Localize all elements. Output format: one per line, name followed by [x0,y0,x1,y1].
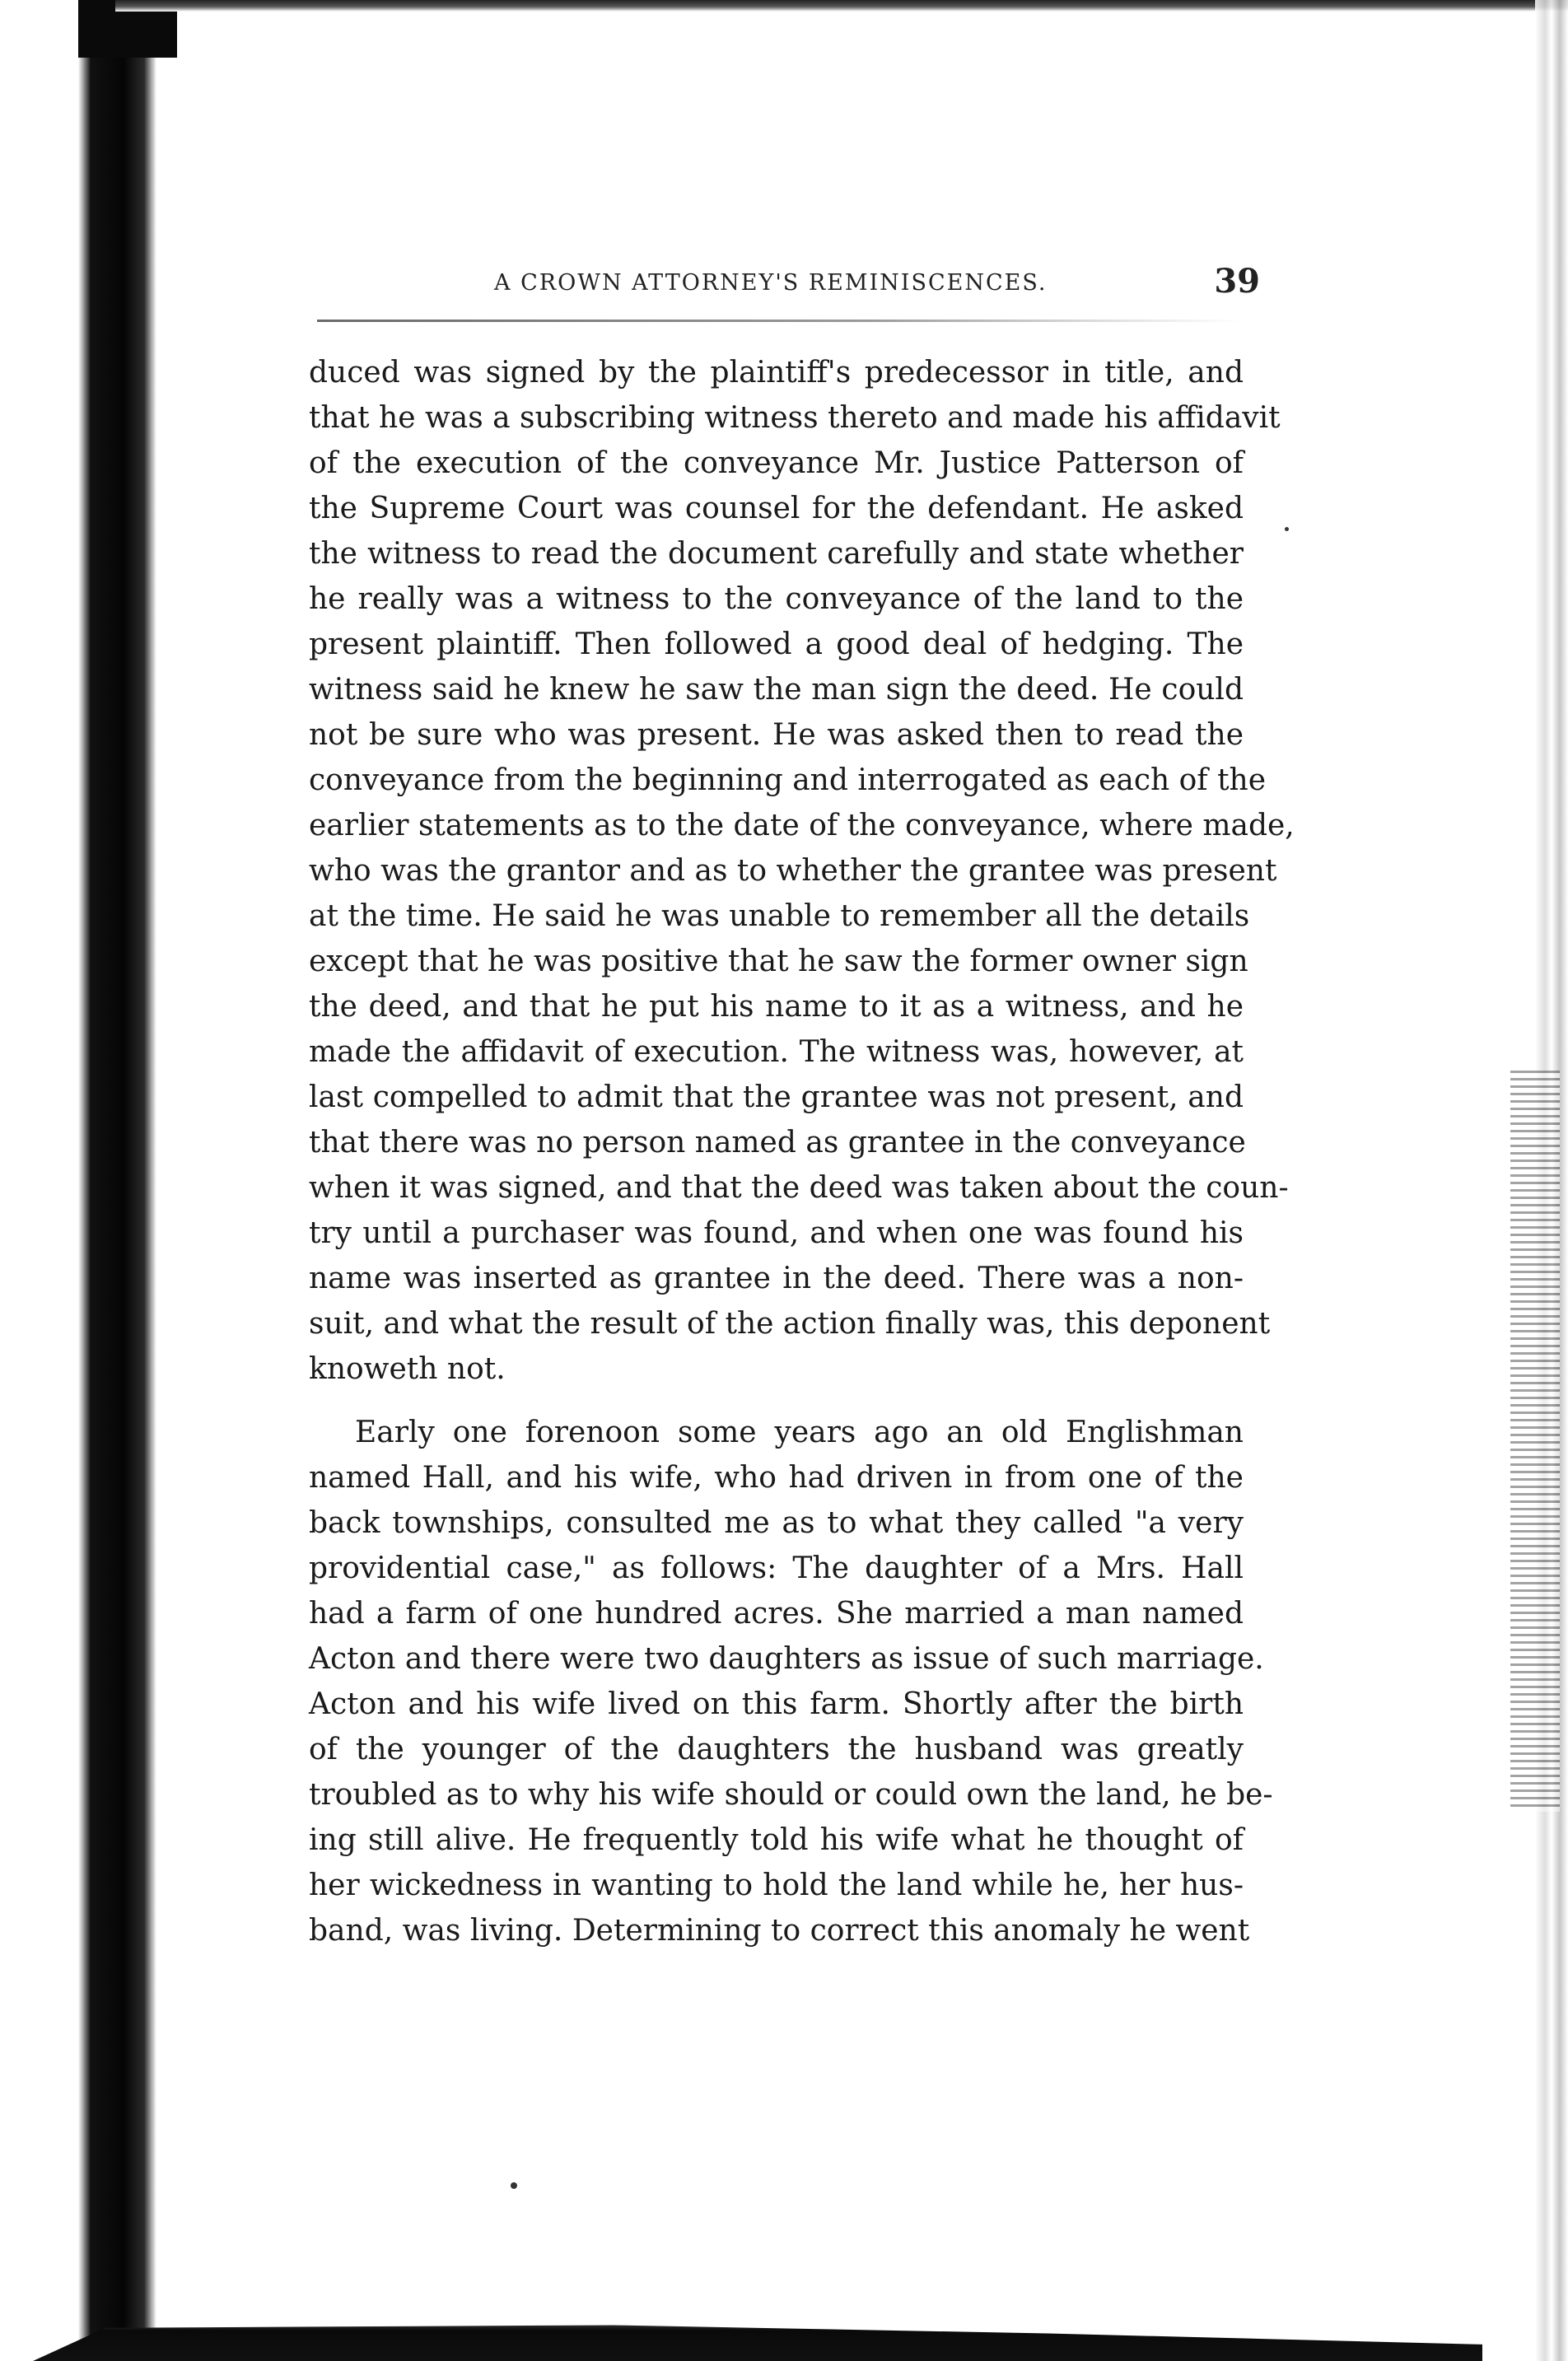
paragraph-2 [309,1410,1273,1953]
running-title: A CROWN ATTORNEY'S REMINISCENCES. [494,270,1048,296]
text-line: troubled as to why his wife should or could own the land, he be- [309,1778,1273,1812]
page-number: 39 [1214,262,1260,301]
text-line: when it was signed, and that the deed was taken about the coun- [309,1171,1289,1205]
text-line: made the affidavit of execution. The witness was, however, at [309,1035,1244,1069]
text-line: except that he was positive that he saw the former owner sign [309,945,1248,978]
text-line: earlier statements as to the date of the conveyance, where made, [309,809,1295,842]
scan-right-speckle [1510,1071,1560,1812]
stray-ink-mark [511,2182,517,2189]
text-line: the deed, and that he put his name to it as a witness, and he [309,990,1244,1024]
text-line: band, was living. Determining to correct this anomaly he went [309,1914,1250,1948]
stray-ink-mark [1285,527,1289,531]
text-line: that there was no person named as grantee in the conveyance [309,1126,1246,1160]
text-line: her wickedness in wanting to hold the land while he, her hus- [309,1869,1244,1902]
text-line: Acton and there were two daughters as issue of such marriage. [309,1642,1264,1676]
header-rule [317,320,1239,322]
text-line: he really was a witness to the conveyance of the land to the [309,582,1244,616]
text-line: of the execution of the conveyance Mr. Justice Patterson of [309,446,1244,480]
text-line: had a farm of one hundred acres. She married a man named [309,1597,1244,1631]
text-line: Early one forenoon some years ago an old Englishman [355,1416,1244,1449]
text-line: ing still alive. He frequently told his wife what he thought of [309,1823,1244,1857]
text-line: of the younger of the daughters the husband was greatly [309,1733,1244,1766]
text-line: present plaintiff. Then followed a good deal of hedging. The [309,628,1244,661]
text-line: duced was signed by the plaintiff's predecessor in title, and [309,356,1244,390]
scan-bottom-edge [33,2306,1482,2361]
text-line: that he was a subscribing witness thereto and made his affidavit [309,401,1281,435]
scan-top-edge [115,0,1568,12]
text-line: back townships, consulted me as to what they called "a very [309,1506,1244,1540]
text-line: providential case," as follows: The daughter of a Mrs. Hall [309,1551,1244,1585]
text-line: not be sure who was present. He was asked then to read the [309,718,1244,752]
text-line: suit, and what the result of the action finally was, this deponent [309,1307,1271,1341]
text-line: at the time. He said he was unable to remember all the details [309,899,1250,933]
text-line: the witness to read the document carefully and state whether [309,537,1244,571]
text-line: who was the grantor and as to whether the grantee was present [309,854,1277,888]
scan-left-edge [0,0,156,2361]
text-line: last compelled to admit that the grantee was not present, and [309,1080,1244,1114]
text-line: try until a purchaser was found, and when one was found his [309,1216,1244,1250]
paragraph-1 [309,350,1295,1392]
text-line: witness said he knew he saw the man sign the deed. He could [309,673,1244,707]
running-head [494,255,1260,305]
text-line: knoweth not. [309,1352,506,1386]
text-line: name was inserted as grantee in the deed. There was a non- [309,1262,1244,1295]
text-line: the Supreme Court was counsel for the defendant. He asked [309,492,1244,525]
text-line: conveyance from the beginning and interrogated as each of the [309,763,1267,797]
text-line: Acton and his wife lived on this farm. Shortly after the birth [309,1687,1244,1721]
text-line: named Hall, and his wife, who had driven in from one of the [309,1461,1244,1495]
body-text [309,350,1295,1953]
